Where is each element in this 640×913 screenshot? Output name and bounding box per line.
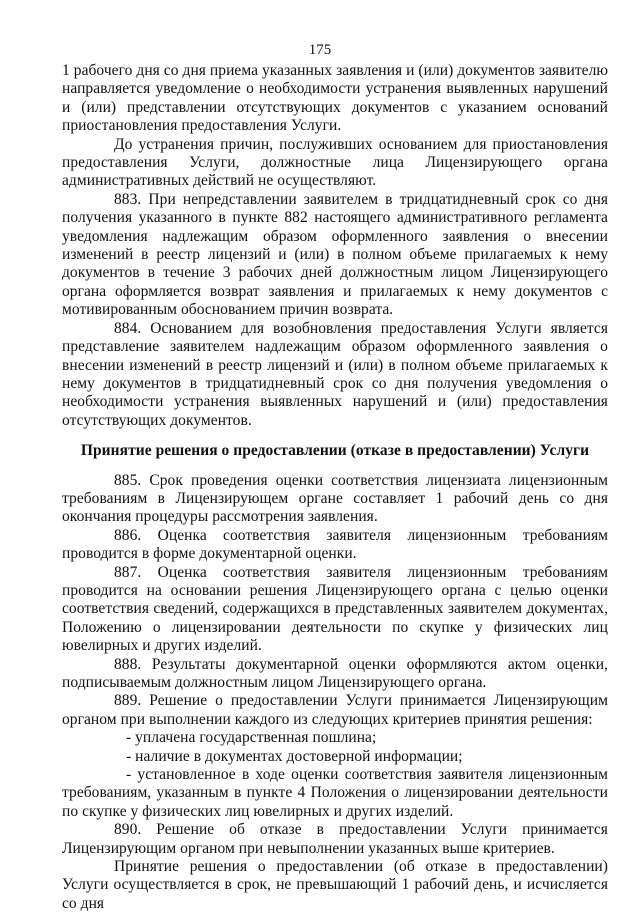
paragraph-884: 884. Основанием для возобновления предоставления Услуги является представление заявителем надлежащим образом оформленного заявления о внесении изменений в реестр лицензий и (или) в полном объеме прилагаемых к нему документов в тридцатидневный срок со дня получения уведомления о необходимости устранения выявленных нарушений и (или) предоставления отсутствующих документов. — [62, 319, 608, 429]
paragraph-886: 886. Оценка соответствия заявителя лицензионным требованиям проводится в форме документарной оценки. — [62, 526, 608, 563]
paragraph: 1 рабочего дня со дня приема указанных заявления и (или) документов заявителю направляется уведомление о необходимости устранения выявленных нарушений и (или) представлении отсутствующих документов с указанием оснований приостановления предоставления Услуги. — [62, 62, 608, 135]
section-heading: Принятие решения о предоставлении (отказе в предоставлении) Услуги — [80, 442, 590, 460]
paragraph-885: 885. Срок проведения оценки соответствия лицензиата лицензионным требованиям в Лицензирующем органе составляет 1 рабочий день со дня окончания процедуры рассмотрения заявления. — [62, 471, 608, 526]
page-number: 175 — [308, 42, 332, 58]
paragraph-888: 888. Результаты документарной оценки оформляются актом оценки, подписываемым должностным лицом Лицензирующего органа. — [62, 655, 608, 691]
paragraph-890: 890. Решение об отказе в предоставлении Услуги принимается Лицензирующим органом при невыполнении указанных выше критериев. — [62, 821, 608, 857]
paragraph: Принятие решения о предоставлении (об отказе в предоставлении) Услуги осуществляется в срок, не превышающий 1 рабочий день, и исчисляется со дня — [62, 858, 608, 912]
document-body — [62, 62, 608, 913]
paragraph-889: 889. Решение о предоставлении Услуги принимается Лицензирующим органом при выполнении каждого из следующих критериев принятия решения: — [62, 692, 608, 728]
list-item: - установленное в ходе оценки соответствия заявителя лицензионным требованиям, указанным в пункте 4 Положения о лицензировании деятельности по скупке у физических лиц ювелирных и других изделий. — [62, 766, 608, 820]
paragraph-883: 883. При непредставлении заявителем в тридцатидневный срок со дня получения указанного в пункте 882 настоящего административного регламента уведомления надлежащим образом оформленного заявления о внесении изменений в реестр лицензий и (или) в полном объеме прилагаемых к нему документов в течение 3 рабочих дней должностным лицом Лицензирующего органа оформляется возврат заявления и прилагаемых к нему документов с мотивированным обоснованием причин возврата. — [62, 190, 608, 319]
list-item: - уплачена государственная пошлина; — [126, 729, 377, 747]
list-item: - наличие в документах достоверной информации; — [126, 747, 463, 765]
paragraph-887: 887. Оценка соответствия заявителя лицензионным требованиям проводится на основании решения Лицензирующего органа с целью оценки соответствия сведений, содержащихся в представленных заявителем документах, Положению о лицензировании деятельности по скупке у физических лиц ювелирных и других изделий. — [62, 563, 608, 655]
paragraph: До устранения причин, послуживших основанием для приостановления предоставления Услуги, должностные лица Лицензирующего органа административных действий не осуществляют. — [62, 135, 608, 190]
